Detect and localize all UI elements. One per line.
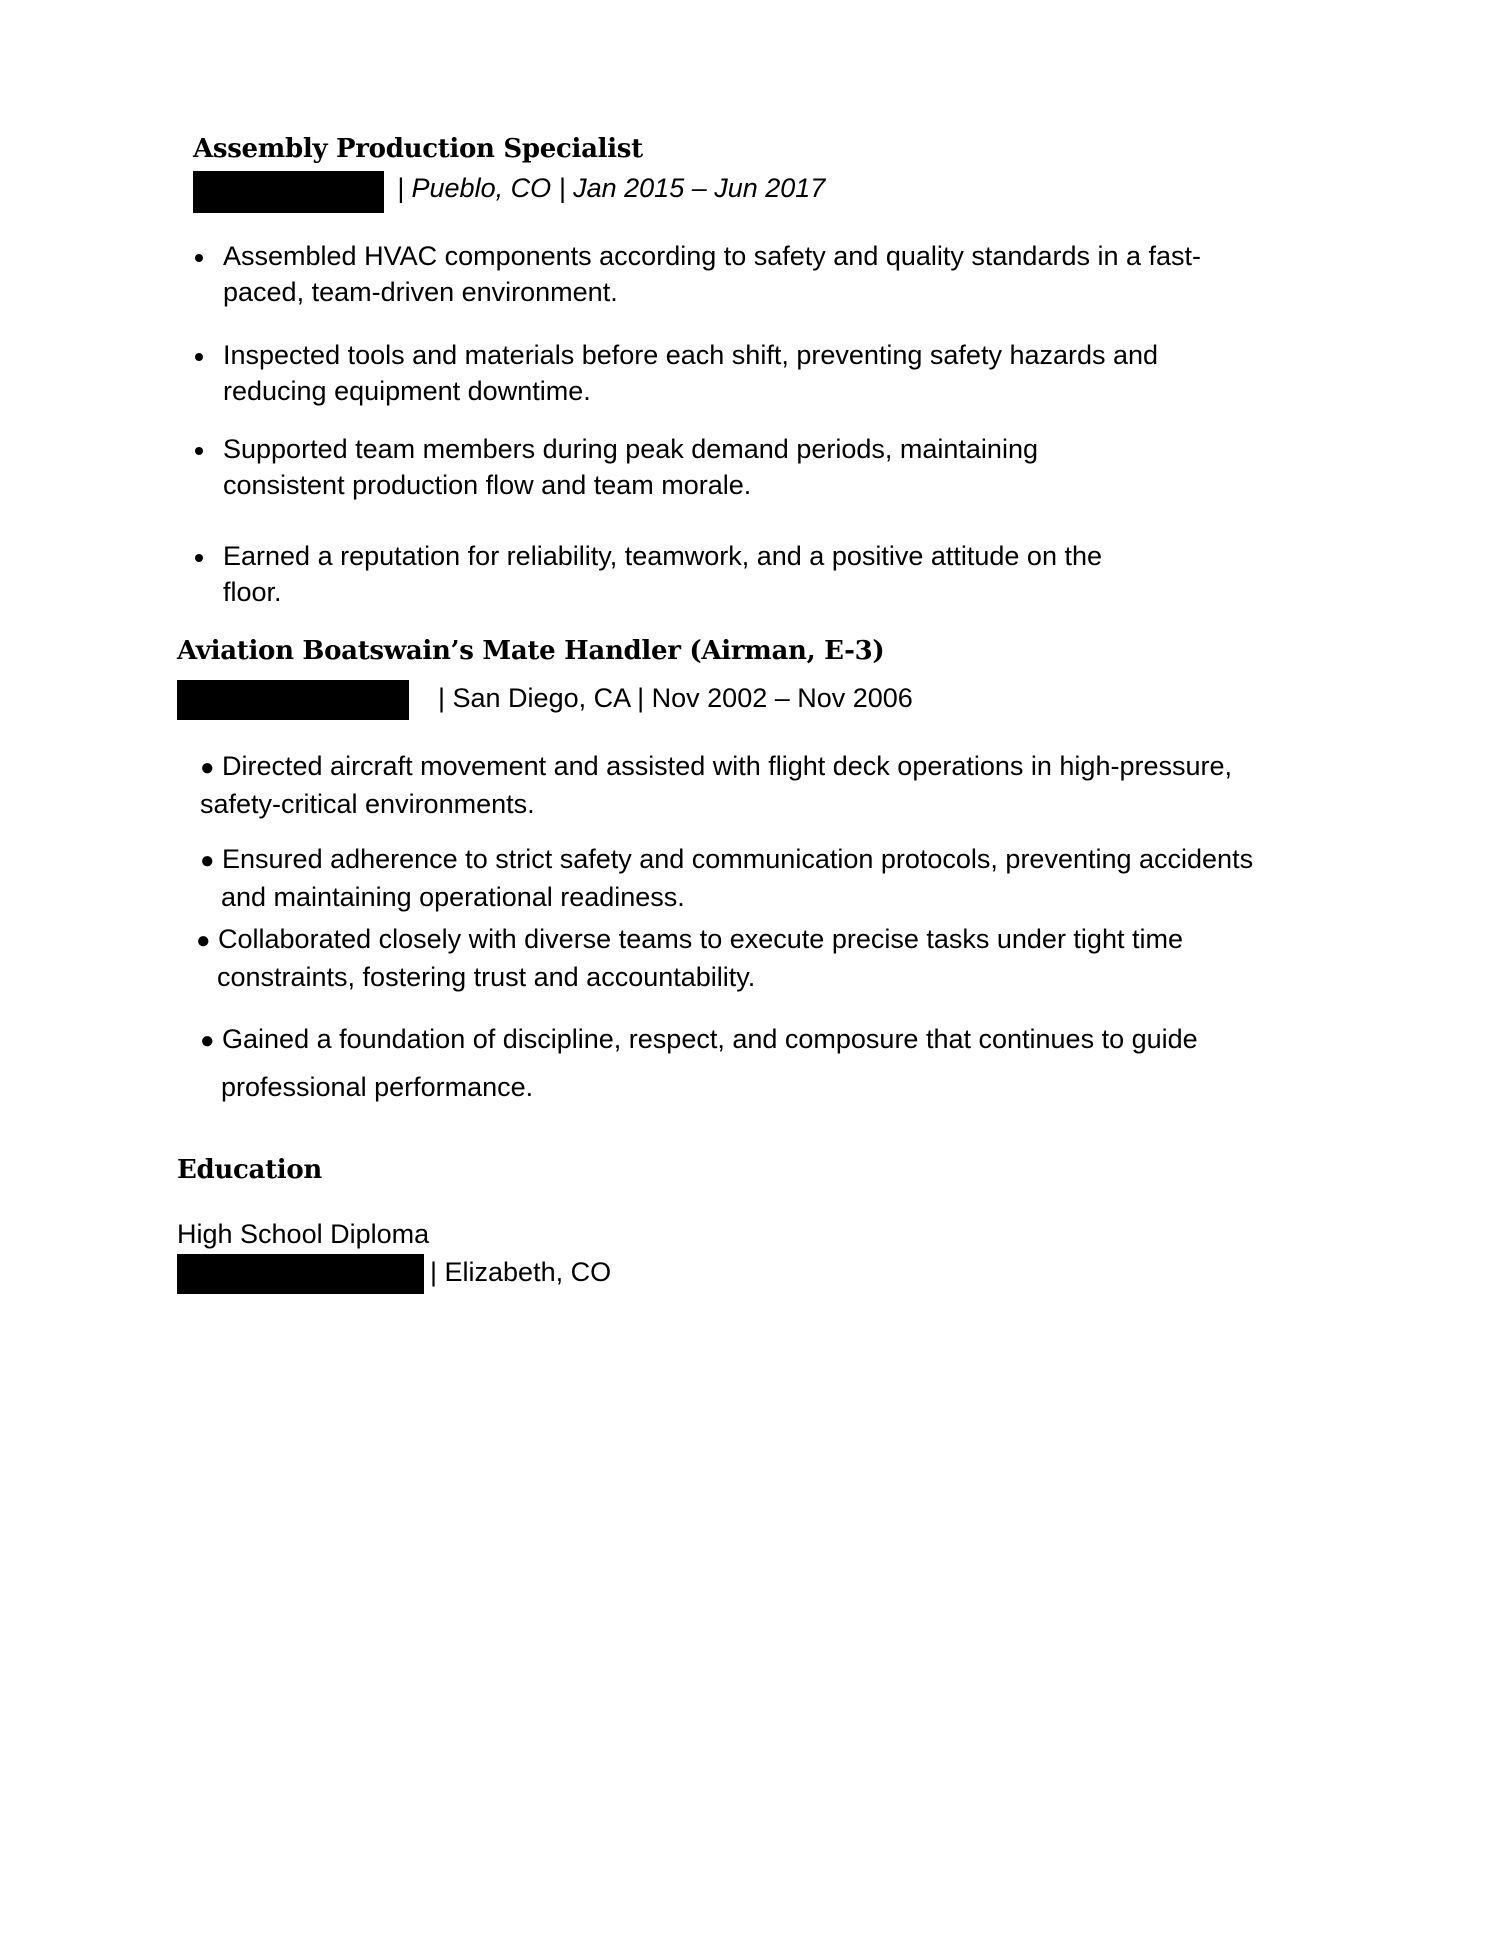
- bullet-line: Assembled HVAC components according to safety and quality standards in a fast-: [223, 241, 1202, 271]
- bullet-line: reducing equipment downtime.: [223, 376, 591, 406]
- bullet-line: Earned a reputation for reliability, teamwork, and a positive attitude on the: [223, 541, 1103, 571]
- bullet-icon: [195, 254, 203, 262]
- list-item: [200, 748, 1232, 822]
- bullet-line: constraints, fostering trust and accountability.: [217, 962, 756, 992]
- redacted-employer: [177, 680, 409, 720]
- job-meta: | Pueblo, CO | Jan 2015 – Jun 2017: [397, 173, 826, 203]
- job-title: Assembly Production Specialist: [193, 134, 643, 164]
- bullet-icon: [195, 554, 203, 562]
- list-item: [200, 841, 1253, 915]
- bullet-line: Collaborated closely with diverse teams to execute precise tasks under tight time: [218, 924, 1183, 954]
- bullet-line: Inspected tools and materials before each shift, preventing safety hazards and: [223, 340, 1159, 370]
- bullet-line: paced, team-driven environment.: [223, 277, 618, 307]
- degree: High School Diploma: [177, 1219, 430, 1249]
- bullet-line: consistent production flow and team morale.: [223, 470, 752, 500]
- bullet-icon: ●: [200, 1027, 215, 1054]
- bullet-line: floor.: [223, 577, 282, 607]
- bullet-icon: [195, 447, 203, 455]
- bullet-line: and maintaining operational readiness.: [221, 882, 685, 912]
- section-heading: Education: [177, 1155, 323, 1185]
- redacted-employer: [193, 171, 384, 213]
- bullet-line: Directed aircraft movement and assisted with flight deck operations in high-pressure,: [222, 751, 1232, 781]
- list-item: [200, 1016, 1198, 1110]
- bullet-icon: ●: [196, 927, 211, 954]
- redacted-school: [177, 1254, 424, 1294]
- bullet-line: Supported team members during peak demand periods, maintaining: [223, 434, 1038, 464]
- job-title: Aviation Boatswain’s Mate Handler (Airman, E-3): [177, 636, 885, 666]
- school-location: | Elizabeth, CO: [430, 1257, 612, 1287]
- bullet-line: professional performance.: [221, 1072, 534, 1102]
- job-meta: | San Diego, CA | Nov 2002 – Nov 2006: [438, 683, 913, 713]
- bullet-icon: ●: [200, 754, 215, 781]
- bullet-line: Gained a foundation of discipline, respect, and composure that continues to guide: [222, 1024, 1198, 1054]
- bullet-line: Ensured adherence to strict safety and communication protocols, preventing accidents: [222, 844, 1254, 874]
- bullet-icon: [195, 353, 203, 361]
- bullet-icon: ●: [200, 847, 215, 874]
- bullet-line: safety-critical environments.: [200, 789, 535, 819]
- list-item: [196, 921, 1183, 995]
